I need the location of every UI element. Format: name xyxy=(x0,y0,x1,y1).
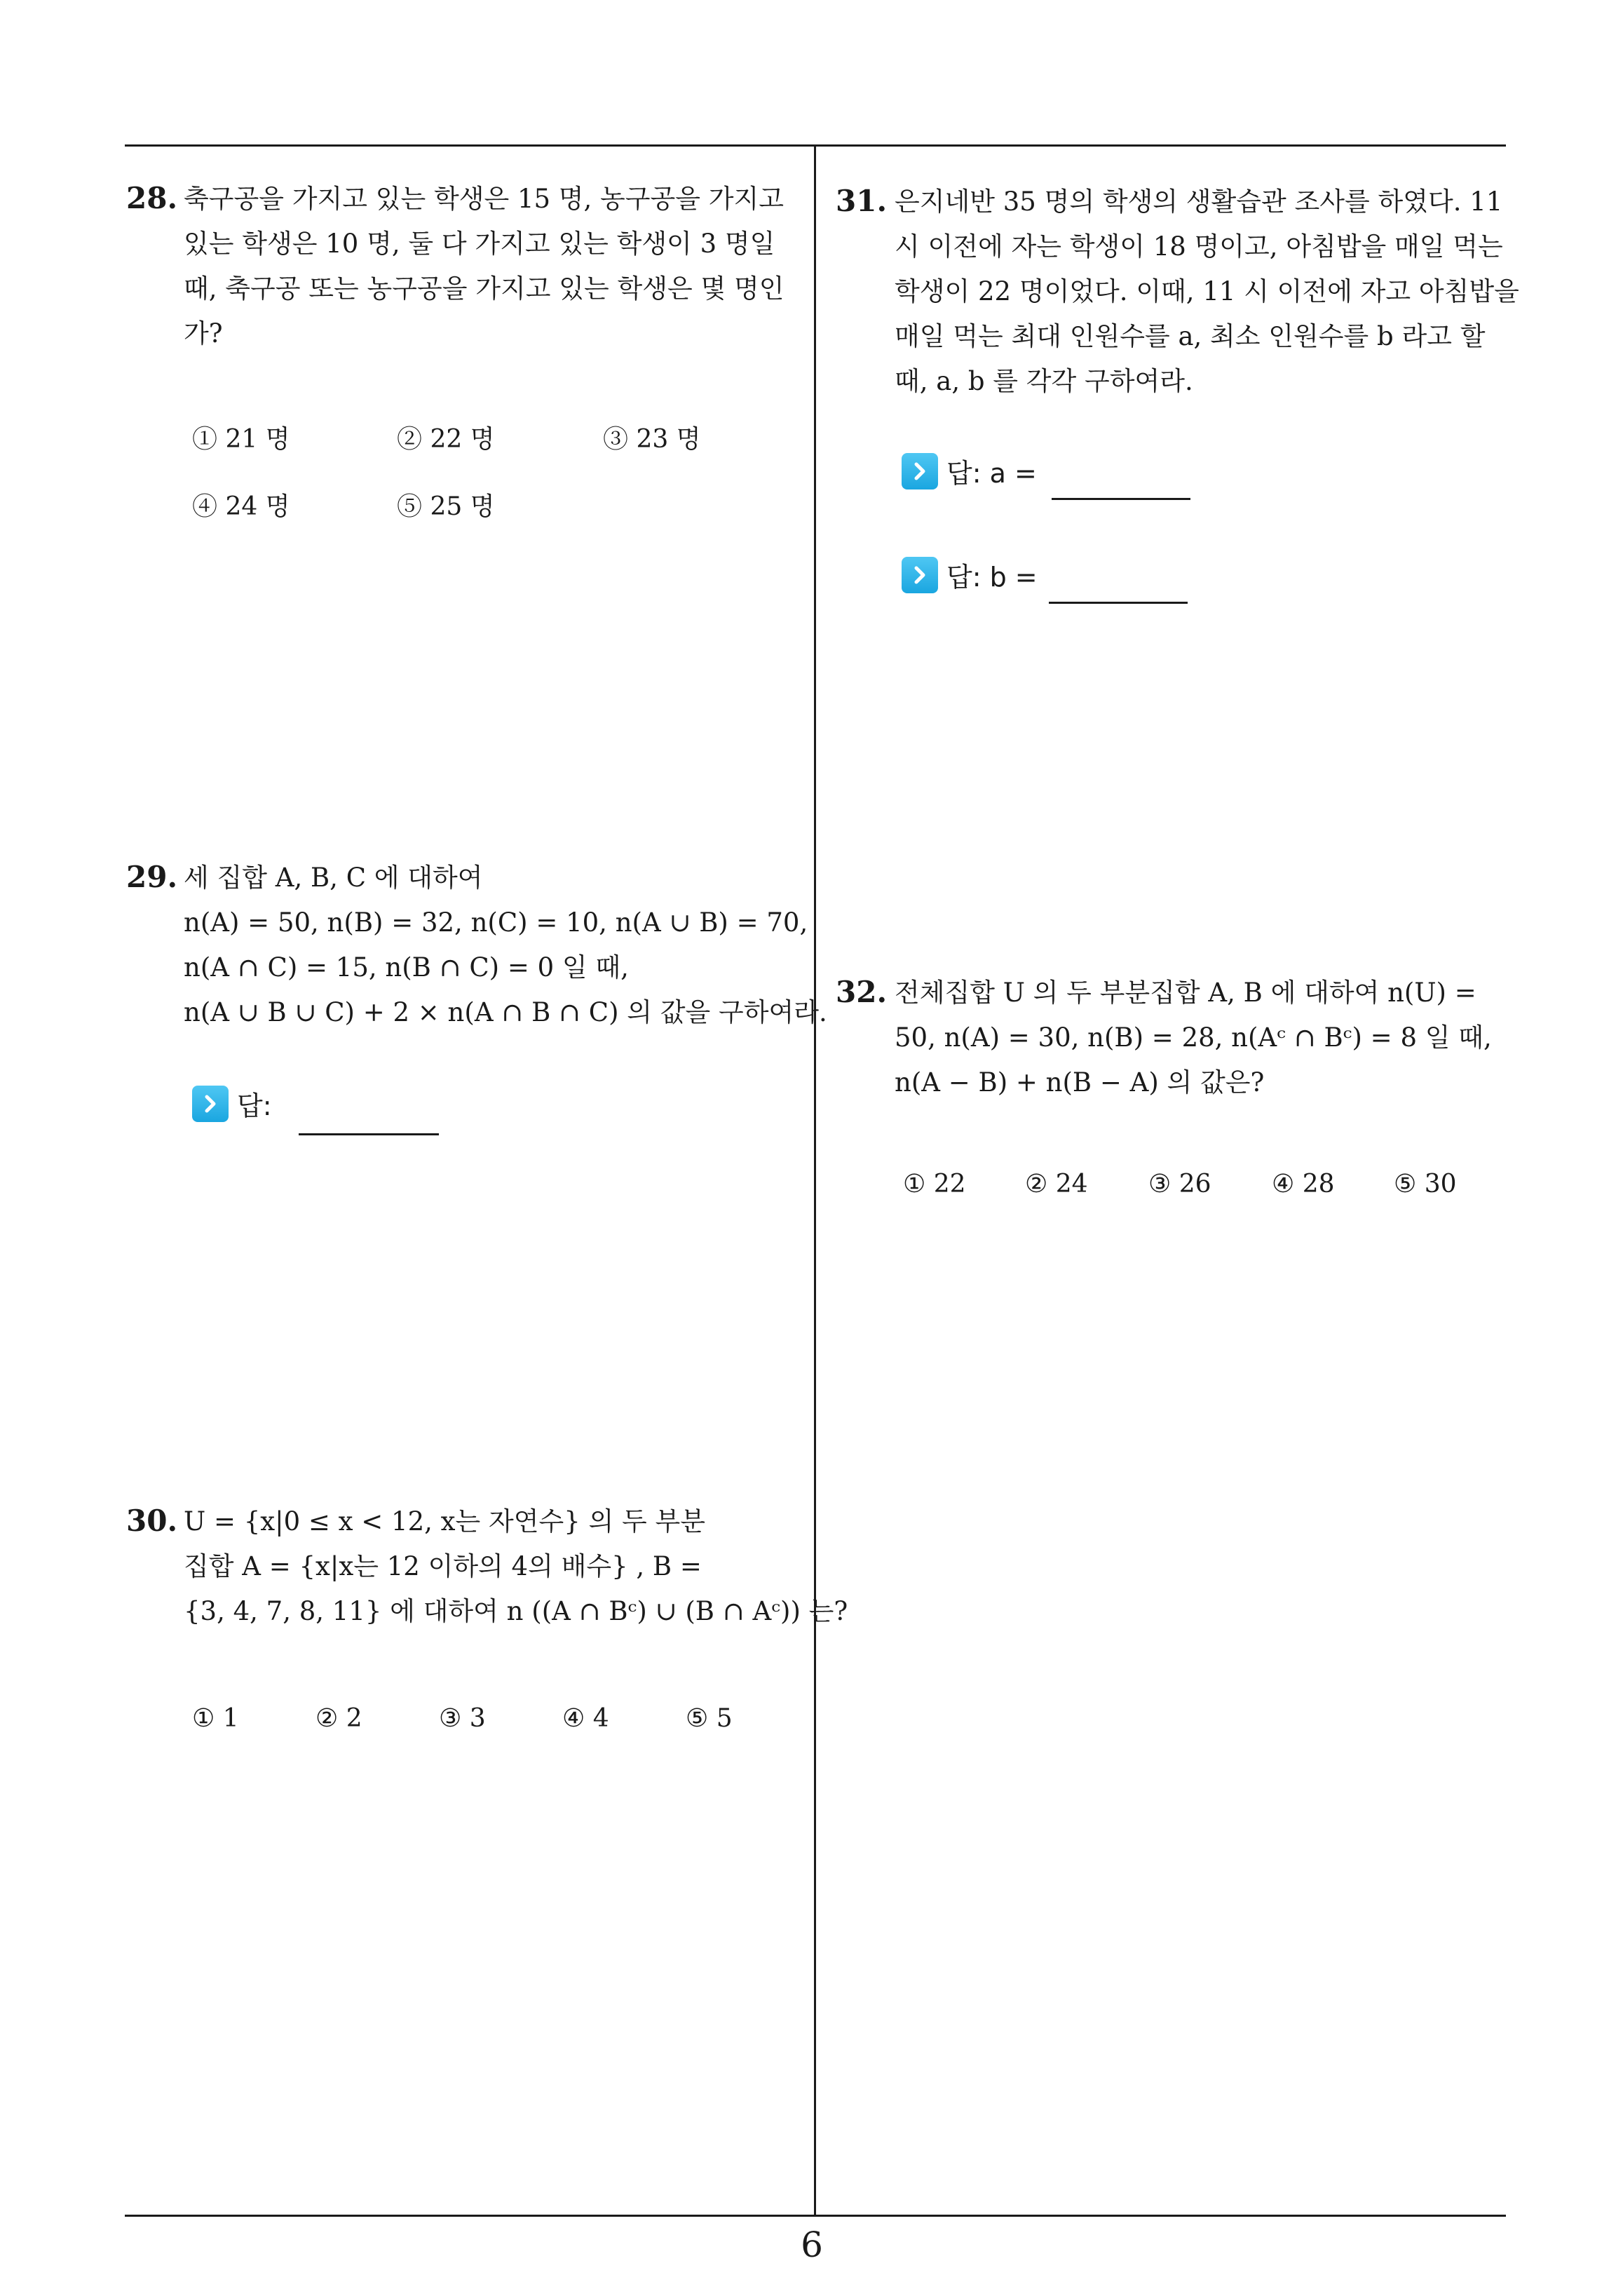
question-text-line: 매일 먹는 최대 인원수를 a, 최소 인원수를 b 라고 할 xyxy=(895,321,1486,351)
question-text-line: 축구공을 가지고 있는 학생은 15 명, 농구공을 가지고 xyxy=(184,184,785,214)
question-number: 29. xyxy=(126,860,178,894)
question-text-line: n(A − B) + n(B − A) 의 값은? xyxy=(895,1067,1265,1098)
option-2[interactable]: ② 22 명 xyxy=(397,425,495,454)
question-text-line: 은지네반 35 명의 학생의 생활습관 조사를 하였다. 11 xyxy=(895,187,1503,217)
question-text-line: 전체집합 U 의 두 부분집합 A, B 에 대하여 n(U) = xyxy=(895,978,1476,1008)
chevron-right-icon xyxy=(902,453,938,489)
option-2[interactable]: ② 2 xyxy=(315,1704,362,1733)
option-5[interactable]: ⑤ 5 xyxy=(686,1704,733,1733)
option-1[interactable]: ① 21 명 xyxy=(192,425,290,454)
question-number: 30. xyxy=(126,1504,178,1538)
question-text-line: 시 이전에 자는 학생이 18 명이고, 아침밥을 매일 먹는 xyxy=(895,231,1503,262)
question-text-line: n(A ∩ C) = 15, n(B ∩ C) = 0 일 때, xyxy=(184,952,629,982)
column-divider xyxy=(814,144,816,2217)
question-text-line: n(A ∪ B ∪ C) + 2 × n(A ∩ B ∩ C) 의 값을 구하여라. xyxy=(184,997,827,1027)
page-number: 6 xyxy=(801,2224,823,2265)
option-3[interactable]: ③ 23 명 xyxy=(603,425,701,454)
option-2[interactable]: ② 24 xyxy=(1025,1170,1088,1198)
answer-prompt-b xyxy=(902,555,1038,594)
question-text-line: 세 집합 A, B, C 에 대하여 xyxy=(184,863,483,893)
option-4[interactable]: ④ 24 명 xyxy=(192,492,290,521)
option-5[interactable]: ⑤ 25 명 xyxy=(397,492,495,521)
option-1[interactable]: ① 1 xyxy=(192,1704,239,1733)
question-text-line: 학생이 22 명이었다. 이때, 11 시 이전에 자고 아침밥을 xyxy=(895,276,1519,306)
chevron-right-icon xyxy=(902,557,938,593)
answer-label: 답: xyxy=(237,1090,272,1121)
question-number: 32. xyxy=(836,975,888,1009)
bottom-rule xyxy=(125,2215,1506,2217)
question-text-line: 때, a, b 를 각각 구하여라. xyxy=(895,366,1193,396)
answer-blank[interactable] xyxy=(299,1133,439,1135)
option-3[interactable]: ③ 26 xyxy=(1148,1170,1211,1198)
answer-blank-a[interactable] xyxy=(1052,498,1190,500)
question-text-line: U = {x|0 ≤ x < 12, x는 자연수} 의 두 부분 xyxy=(184,1506,706,1537)
option-1[interactable]: ① 22 xyxy=(903,1170,966,1198)
answer-prompt xyxy=(192,1084,272,1123)
option-4[interactable]: ④ 4 xyxy=(562,1704,609,1733)
question-text-line: {3, 4, 7, 8, 11} 에 대하여 n ((A ∩ Bᶜ) ∪ (B ∩ Aᶜ)) 는? xyxy=(184,1596,848,1626)
chevron-right-icon xyxy=(192,1086,229,1122)
answer-label: 답: b = xyxy=(946,562,1038,593)
answer-blank-b[interactable] xyxy=(1049,602,1188,604)
answer-prompt-a xyxy=(902,452,1037,490)
question-text-line: 가? xyxy=(184,318,223,349)
question-text-line: 있는 학생은 10 명, 둘 다 가지고 있는 학생이 3 명일 xyxy=(184,229,775,259)
question-number: 31. xyxy=(836,184,888,218)
question-text-line: 50, n(A) = 30, n(B) = 28, n(Aᶜ ∩ Bᶜ) = 8 일 때, xyxy=(895,1022,1492,1053)
option-4[interactable]: ④ 28 xyxy=(1272,1170,1335,1198)
question-number: 28. xyxy=(126,181,178,215)
option-5[interactable]: ⑤ 30 xyxy=(1394,1170,1457,1198)
question-text-line: 때, 축구공 또는 농구공을 가지고 있는 학생은 몇 명인 xyxy=(184,274,785,304)
question-text-line: 집합 A = {x|x는 12 이하의 4의 배수} , B = xyxy=(184,1551,702,1581)
option-3[interactable]: ③ 3 xyxy=(439,1704,486,1733)
question-text-line: n(A) = 50, n(B) = 32, n(C) = 10, n(A ∪ B) = 70, xyxy=(184,907,808,938)
answer-label: 답: a = xyxy=(946,458,1037,489)
